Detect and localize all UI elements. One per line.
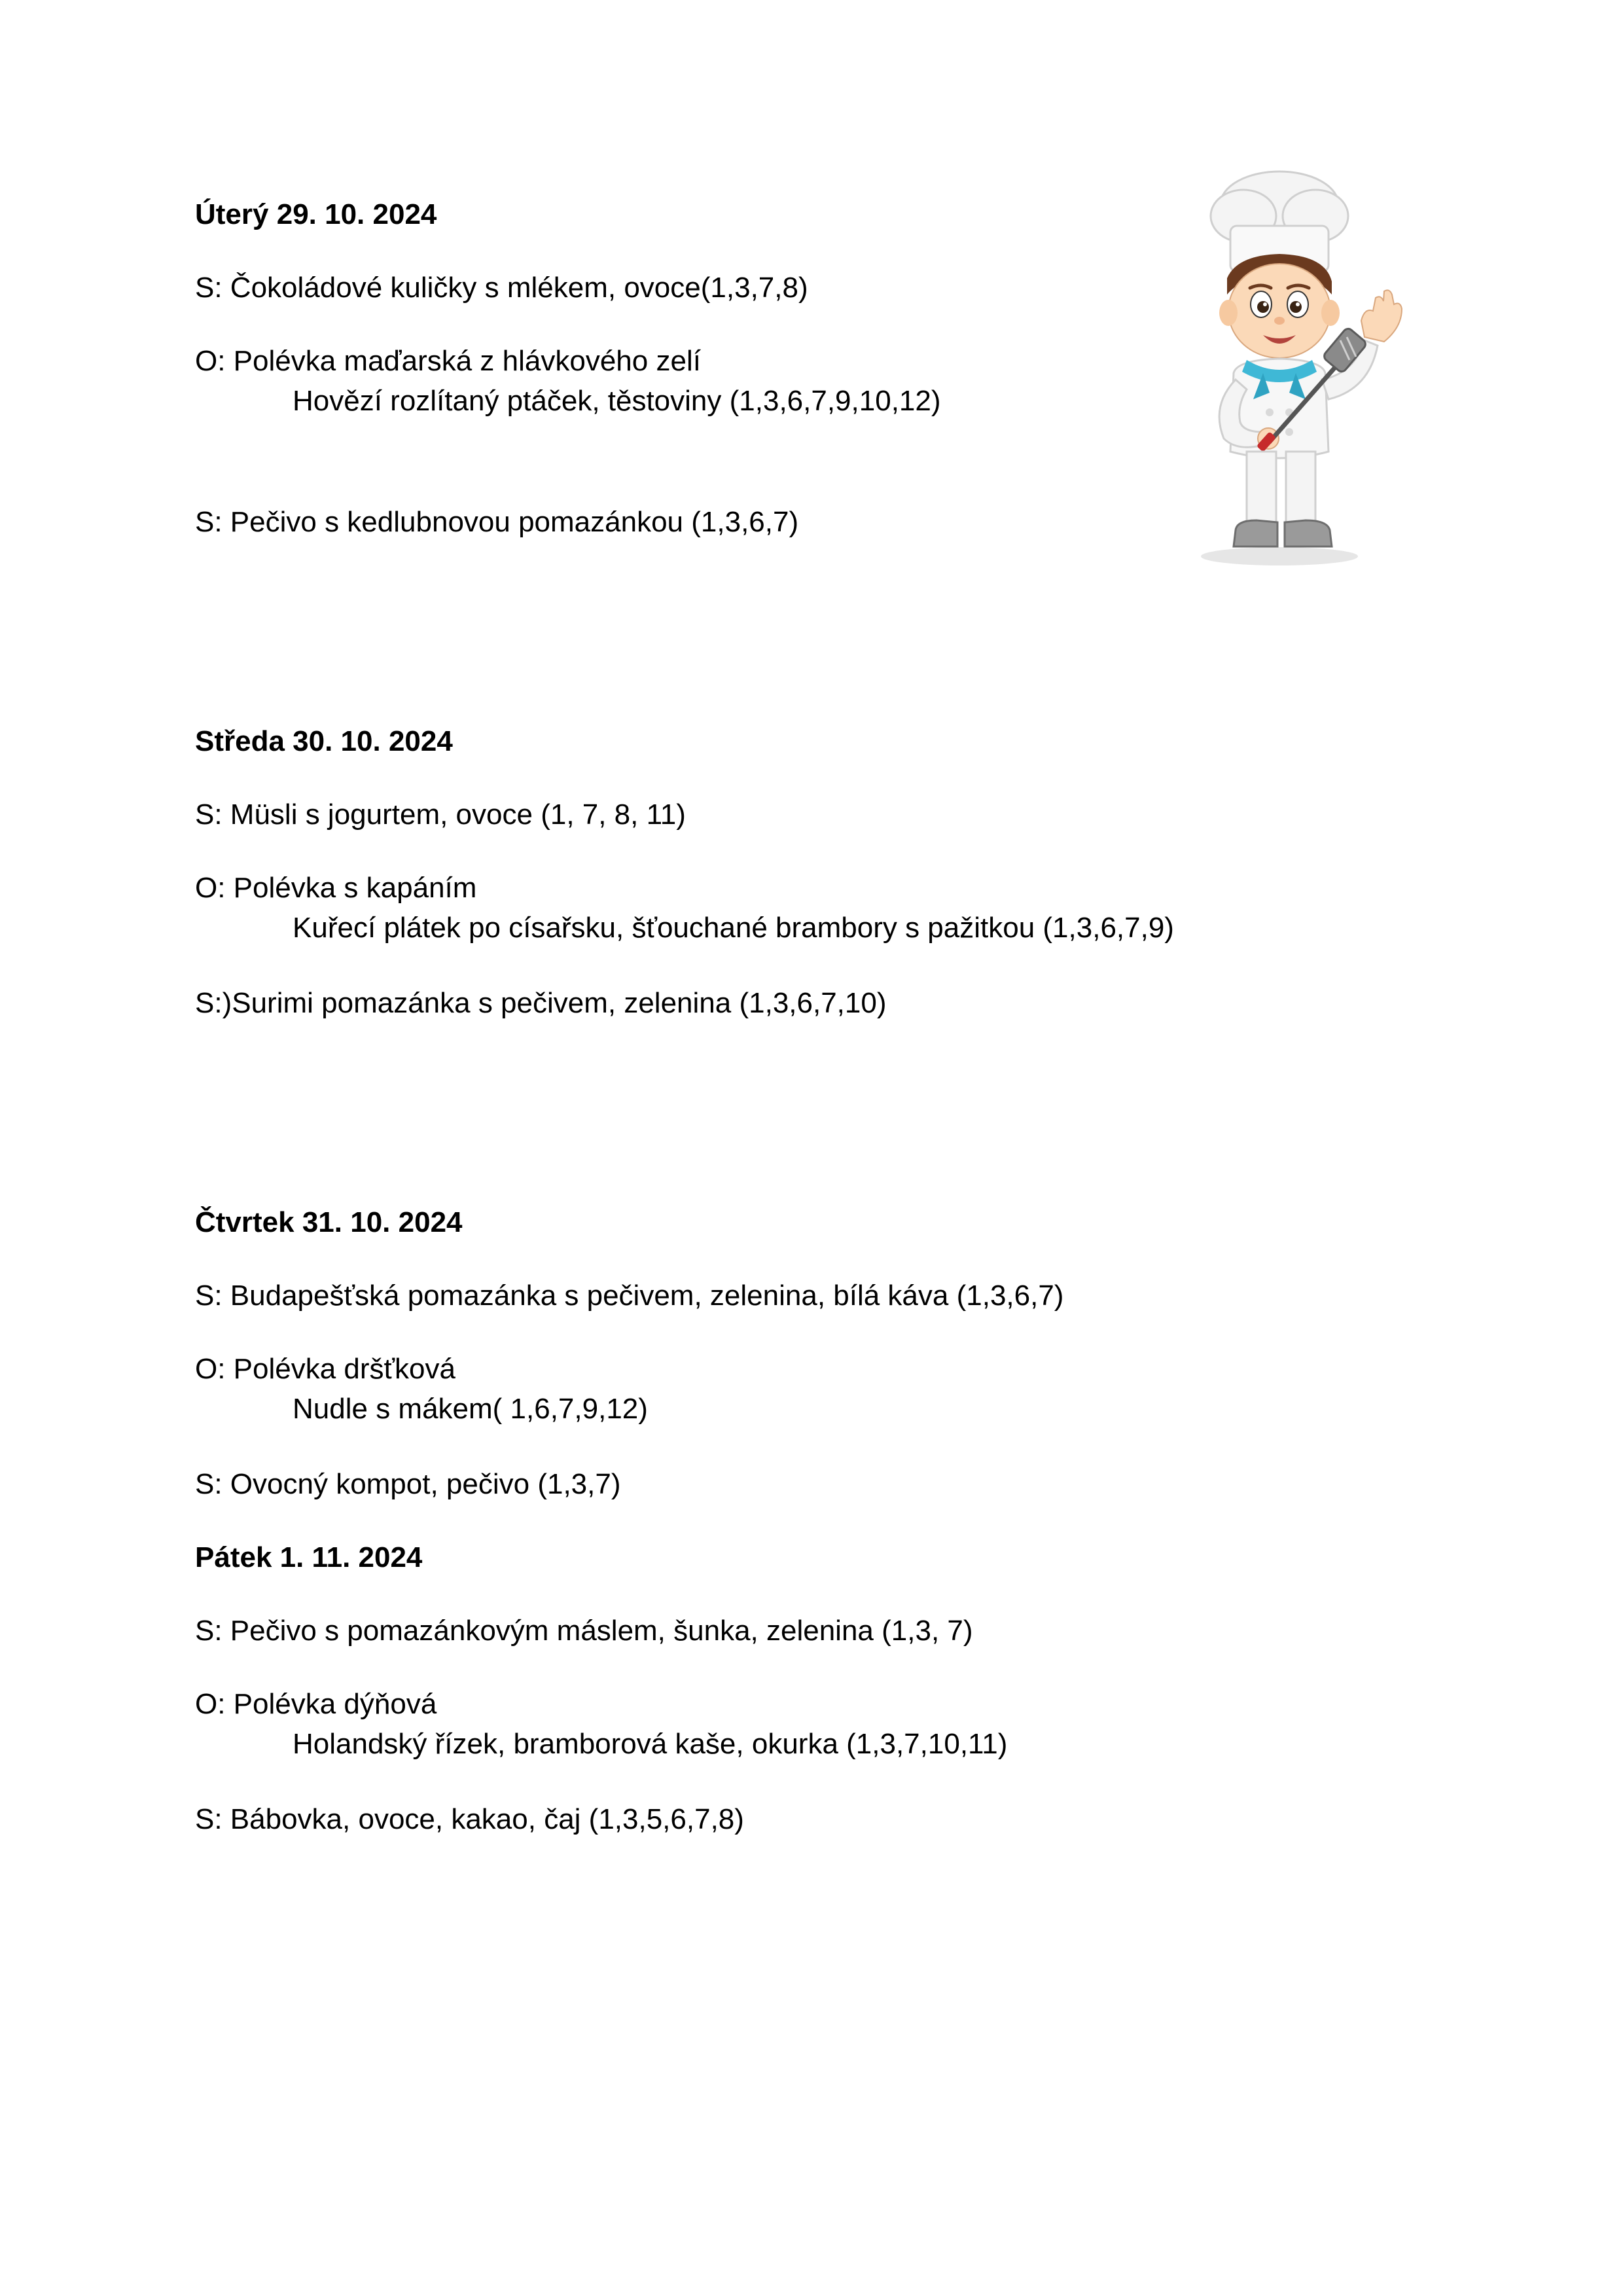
day-2-afternoon-snack: S:)Surimi pomazánka s pečivem, zelenina (1,3,6,7,10) [195, 987, 887, 1019]
day-3-morning-snack: S: Budapešťská pomazánka s pečivem, zelenina, bílá káva (1,3,6,7) [195, 1280, 1064, 1312]
day-3-lunch-main: Nudle s mákem( 1,6,7,9,12) [293, 1393, 648, 1425]
day-1-afternoon-snack: S: Pečivo s kedlubnovou pomazánkou (1,3,6,7) [195, 506, 799, 538]
day-4-afternoon-snack: S: Bábovka, ovoce, kakao, čaj (1,3,5,6,7,8) [195, 1803, 744, 1835]
day-1-lunch-soup: O: Polévka maďarská z hlávkového zelí [195, 345, 701, 377]
day-4-morning-snack: S: Pečivo s pomazánkovým máslem, šunka, zelenina (1,3, 7) [195, 1615, 973, 1647]
day-4-title: Pátek 1. 11. 2024 [195, 1541, 423, 1573]
day-4-lunch-soup: O: Polévka dýňová [195, 1688, 437, 1720]
day-2-title: Středa 30. 10. 2024 [195, 725, 453, 757]
day-4-lunch-main: Holandský řízek, bramborová kaše, okurka (1,3,7,10,11) [293, 1728, 1008, 1760]
day-3-title: Čtvrtek 31. 10. 2024 [195, 1206, 463, 1238]
day-1-lunch-main: Hovězí rozlítaný ptáček, těstoviny (1,3,6,7,9,10,12) [293, 385, 941, 417]
day-1-title: Úterý 29. 10. 2024 [195, 198, 437, 230]
day-3-afternoon-snack: S: Ovocný kompot, pečivo (1,3,7) [195, 1468, 621, 1500]
day-2-lunch-soup: O: Polévka s kapáním [195, 872, 477, 904]
day-2-morning-snack: S: Müsli s jogurtem, ovoce (1, 7, 8, 11) [195, 798, 686, 831]
day-3-lunch-soup: O: Polévka dršťková [195, 1353, 455, 1385]
day-2-lunch-main: Kuřecí plátek po císařsku, šťouchané brambory s pažitkou (1,3,6,7,9) [293, 912, 1174, 944]
chef-cartoon-icon [1165, 164, 1414, 569]
day-1-morning-snack: S: Čokoládové kuličky s mlékem, ovoce(1,3,7,8) [195, 272, 808, 304]
